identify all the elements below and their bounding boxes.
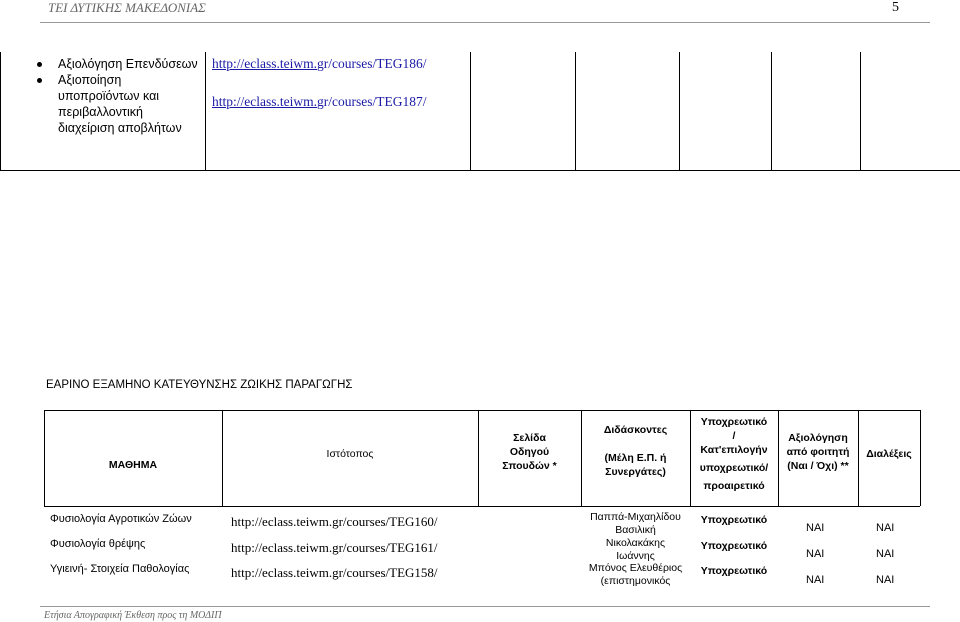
top-table-col-divider-1 [205, 52, 206, 170]
table-row-type: Υποχρεωτικό [700, 565, 768, 577]
course-table-header-bottom [44, 506, 920, 507]
header-guide-page: Σελίδα Οδηγού Σπουδών * [502, 432, 557, 472]
course-link-teg187[interactable]: http://eclass.teiwm.gr/courses/TEG187/ [212, 94, 427, 109]
table-row-course: Φυσιολογία Αγροτικών Ζώων [50, 513, 192, 525]
table-row-course: Φυσιολογία θρέψης [50, 538, 146, 550]
top-table-col-divider-2 [470, 52, 471, 170]
table-row-instructor: Νικολακάκης Ιωάννης [605, 537, 666, 562]
top-table-border-bottom [0, 170, 960, 171]
header-lectures: Διαλέξεις [866, 448, 912, 460]
table-row-lectures: ΝΑΙ [876, 522, 895, 534]
table-row-instructor: Μπόνος Ελευθέριος (επιστημονικός [588, 562, 683, 587]
top-table-col-divider-5 [771, 52, 772, 170]
list-item: Αξιολόγηση Επενδύσεων [30, 56, 198, 72]
header-student-evaluation: Αξιολόγηση από φοιτητή (Ναι / Όχι) ** [786, 432, 850, 472]
top-table-col-divider-3 [575, 52, 576, 170]
table-row-lectures: ΝΑΙ [876, 574, 895, 586]
document-header-title: ΤΕΙ ΔΥΤΙΚΗΣ ΜΑΚΕΔΟΝΙΑΣ [48, 0, 206, 15]
table-row-lectures: ΝΑΙ [876, 548, 895, 560]
header-website: Ιστότοπος [326, 448, 374, 460]
header-course-type: Υποχρεωτικό / Κατ'επιλογήν υποχρεωτικό/ προαιρετικό [699, 416, 769, 492]
section-title: ΕΑΡΙΝΟ ΕΞΑΜΗΝΟ ΚΑΤΕΥΘΥΝΣΗΣ ΖΩΙΚΗΣ ΠΑΡΑΓΩΓΗΣ [46, 379, 353, 391]
header-instructors: Διδάσκοντες (Μέλη Ε.Π. ή Συνεργάτες) [603, 424, 668, 478]
header-course: ΜΑΘΗΜΑ [108, 459, 158, 471]
footer-rule [40, 606, 930, 607]
table-row-evaluation: ΝΑΙ [806, 548, 825, 560]
course-bullet-list [30, 56, 198, 136]
list-item: Αξιοποίηση υποπροϊόντων και περιβαλλοντική διαχείριση αποβλήτων [30, 72, 198, 136]
document-footer: Ετήσια Απογραφική Έκθεση προς τη ΜΟΔΙΠ [44, 610, 222, 621]
table-row-course: Υγιεινή- Στοιχεία Παθολογίας [50, 563, 190, 575]
table-row-website-link[interactable]: http://eclass.teiwm.gr/courses/TEG160/ [231, 514, 438, 529]
course-link-teg186[interactable]: http://eclass.teiwm.gr/courses/TEG186/ [212, 56, 427, 71]
table-row-type: Υποχρεωτικό [700, 514, 768, 526]
table-row-type: Υποχρεωτικό [700, 540, 768, 552]
header-rule [40, 22, 930, 23]
table-row-website-link[interactable]: http://eclass.teiwm.gr/courses/TEG158/ [231, 565, 438, 580]
course-table-border-top [44, 410, 920, 411]
table-row-evaluation: ΝΑΙ [806, 522, 825, 534]
top-table-border-left [0, 52, 1, 170]
table-row-website-link[interactable]: http://eclass.teiwm.gr/courses/TEG161/ [231, 540, 438, 555]
table-row-instructor: Παππά-Μιχαηλίδου Βασιλική [590, 511, 681, 536]
top-table-col-divider-6 [860, 52, 861, 170]
course-table-border-right [920, 410, 921, 506]
page-number: 5 [892, 0, 899, 15]
table-row-evaluation: ΝΑΙ [806, 574, 825, 586]
top-table-col-divider-4 [679, 52, 680, 170]
